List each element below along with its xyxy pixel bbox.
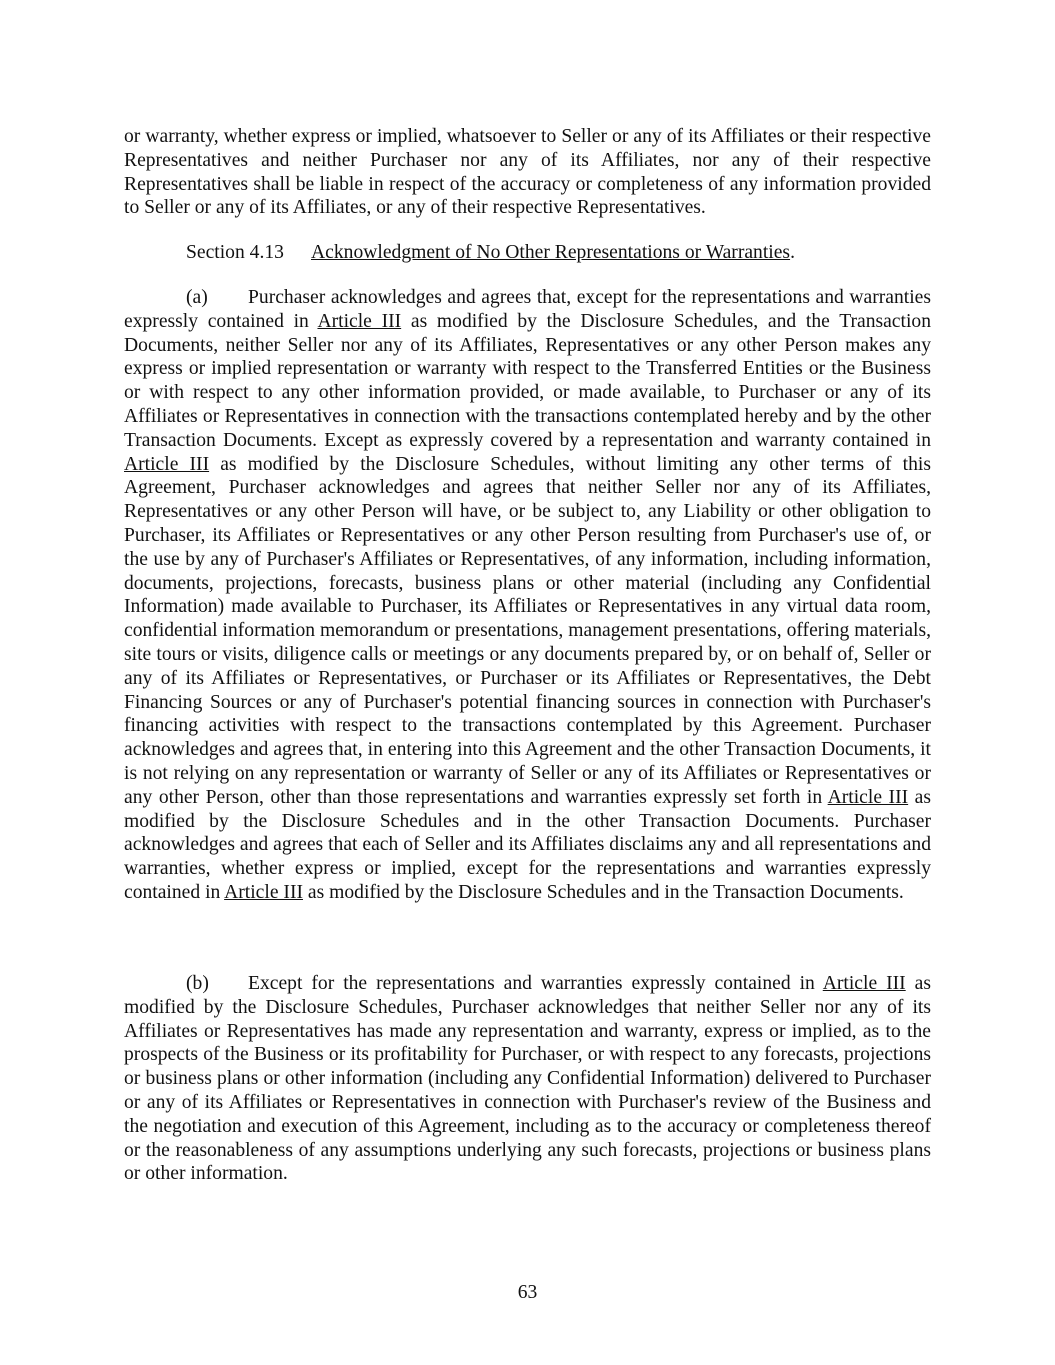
- section-heading: [186, 241, 795, 265]
- paragraph-b: [124, 972, 931, 1186]
- article-iii-reference[interactable]: Article III: [822, 973, 906, 994]
- paragraph-a: [124, 286, 931, 905]
- page-number: 63: [517, 1282, 538, 1303]
- article-iii-reference[interactable]: Article III: [124, 453, 210, 475]
- paragraph-a-text-2: as modified by the Disclosure Schedules, and the Transaction Documents, neither Seller nor any of its Affiliates, Representatives or any other Person makes any express or implied representation or warranty with respect to the Transferred Entities or the Business or with respect to any other information provided, or made available, to Purchaser or any of its Affiliates or Representatives in connection with the transactions contemplated hereby and by the other Transaction Documents. Except as expressly covered by a representation and warranty contained in: [124, 310, 931, 451]
- section-number: Section 4.13: [186, 242, 284, 263]
- paragraph-a-text-3: as modified by the Disclosure Schedules, without limiting any other terms of this Agreement, Purchaser acknowledges and agrees that neither Seller nor any of its Affiliates, Representatives or any other Person will have, or be subject to, any Liability or other obligation to Purchaser, its Affiliates or Representatives or any other Person resulting from Purchaser's use of, or the use by any of Purchaser's Affiliates or Representatives, of any information, including information, documents, projections, forecasts, business plans or other material (including any Confidential Information) made available to Purchaser, its Affiliates or Representatives in any virtual data room, confidential information memorandum or presentations, management presentations, offering materials, site tours or visits, diligence calls or meetings or any documents prepared by, or on behalf of, Seller or any of its Affiliates or Representatives, or Purchaser or its Affiliates or Representatives, the Debt Financing Sources or any of Purchaser's potential financing sources in connection with Purchaser's financing activities with respect to the transactions contemplated by this Agreement. Purchaser acknowledges and agrees that, in entering into this Agreement and the other Transaction Documents, it is not relying on any representation or warranty of Seller or any of its Affiliates or Representatives or any other Person, other than those representations and warranties expressly set forth in: [124, 453, 931, 808]
- section-title-end: .: [790, 242, 795, 263]
- paragraph-a-text-4: as modified by the Disclosure Schedules and in the other Transaction Documents. Purchaser acknowledges and agrees that each of Seller and its Affiliates disclaims any and all representations and warranties, whether express or implied, except for the representations and warranties expressly contained in: [124, 786, 931, 903]
- paragraph-b-text-2: as modified by the Disclosure Schedules, Purchaser acknowledges that neither Seller nor any of its Affiliates or Representatives has made any representation and warranty, express or implied, as to the prospects of the Business or its profitability for Purchaser, or with respect to any forecasts, projections or business plans or other information (including any Confidential Information) delivered to Purchaser or any of its Affiliates or Representatives in connection with Purchaser's review of the Business and the negotiation and execution of this Agreement, including as to the accuracy or completeness thereof or the reasonableness of any assumptions underlying any such forecasts, projections or business plans or other information.: [124, 973, 931, 1185]
- paragraph-b-text-1: Except for the representations and warranties expressly contained in: [248, 973, 823, 994]
- intro-text: or warranty, whether express or implied, whatsoever to Seller or any of its Affiliates or their respective Representatives and neither Purchaser nor any of its Affiliates, nor any of their respective Representatives shall be liable in respect of the accuracy or completeness of any information provided to Seller or any of its Affiliates, or any of their respective Representatives.: [124, 126, 931, 219]
- paragraph-b-label: (b): [186, 973, 209, 994]
- article-iii-reference[interactable]: Article III: [827, 786, 909, 808]
- paragraph-a-label: (a): [186, 287, 208, 308]
- section-title: Acknowledgment of No Other Representations or Warranties: [311, 242, 791, 263]
- article-iii-reference[interactable]: Article III: [317, 310, 402, 332]
- paragraph-a-text-5: as modified by the Disclosure Schedules and in the Transaction Documents.: [303, 881, 904, 903]
- article-iii-reference[interactable]: Article III: [224, 881, 303, 903]
- intro-paragraph: [124, 125, 931, 220]
- paragraph-a-text-1: Purchaser acknowledges and agrees that, except for the representations and warranties expressly contained in: [124, 287, 931, 332]
